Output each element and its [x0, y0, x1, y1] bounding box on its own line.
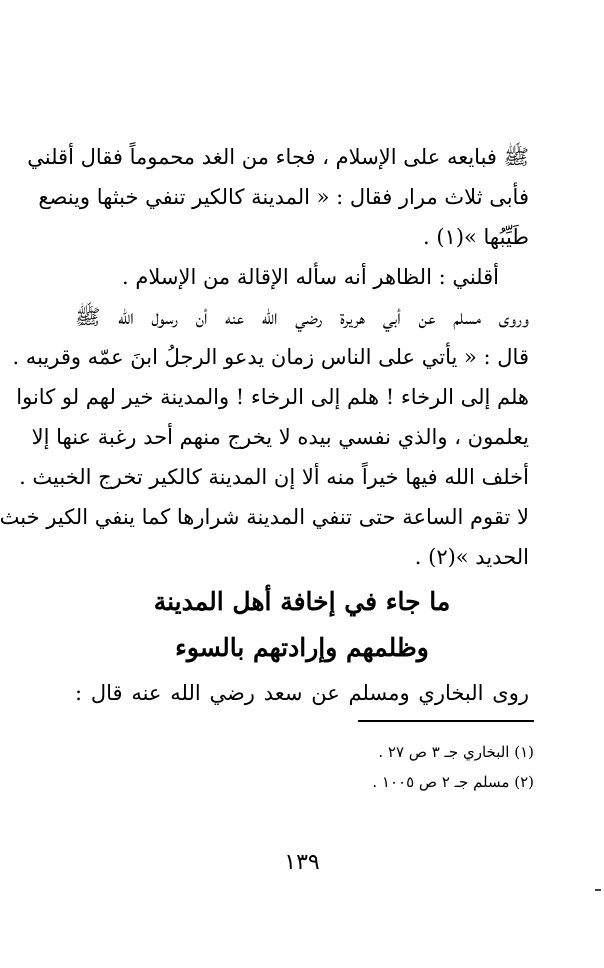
body-line-1: ﷺ فبايعه على الإسلام ، فجاء من الغد محموماً فقال أقلني [27, 145, 529, 169]
footnote-1: (١) البخاري جـ ٣ ص ٢٧ . [378, 743, 534, 761]
body-line-10: لا تقوم الساعة حتى تنفي المدينة شرارها كما ينفي الكير خبث [0, 505, 529, 529]
body-line-2: فأبى ثلاث مرار فقال : « المدينة كالكير تنفي خبثها وينصع [38, 185, 529, 209]
body-line-6: قال : « يأتي على الناس زمان يدعو الرجلُ ابنَ عمّه وقريبه . [12, 345, 529, 369]
section-heading-line-1: ما جاء في إخافة أهل المدينة [153, 587, 451, 616]
body-line-11: الحديد »(٢) . [414, 545, 529, 569]
body-line-4: أقلني : الظاهر أنه سأله الإقالة من الإسلام . [121, 265, 499, 289]
edge-mark [595, 889, 601, 891]
page-number: ١٣٩ [284, 850, 320, 875]
body-line-9: أخلف الله فيها خيراً منه ألا إن المدينة كالكير تخرج الخبيث . [19, 465, 529, 489]
body-line-8: يعلمون ، والذي نفسي بيده لا يخرج منهم أحد رغبة عنها إلا [31, 425, 529, 449]
body-line-7: هلم إلى الرخاء ! هلم إلى الرخاء ! والمدينة خير لهم لو كانوا [16, 385, 529, 409]
body-line-3: طَيِّبُها »(١) . [422, 225, 529, 249]
section-heading-line-2: وظلمهم وإرادتهم بالسوء [175, 633, 429, 662]
footnote-separator [358, 720, 534, 722]
body-line-5: وروى مسلم عن أبي هريرة رضي الله عنه أن رسول الله ﷺ [75, 305, 529, 329]
body-line-after-heading: روى البخاري ومسلم عن سعد رضي الله عنه قال : [75, 681, 529, 705]
footnote-2: (٢) مسلم جـ ٢ ص ١٠٠٥ . [372, 773, 534, 791]
